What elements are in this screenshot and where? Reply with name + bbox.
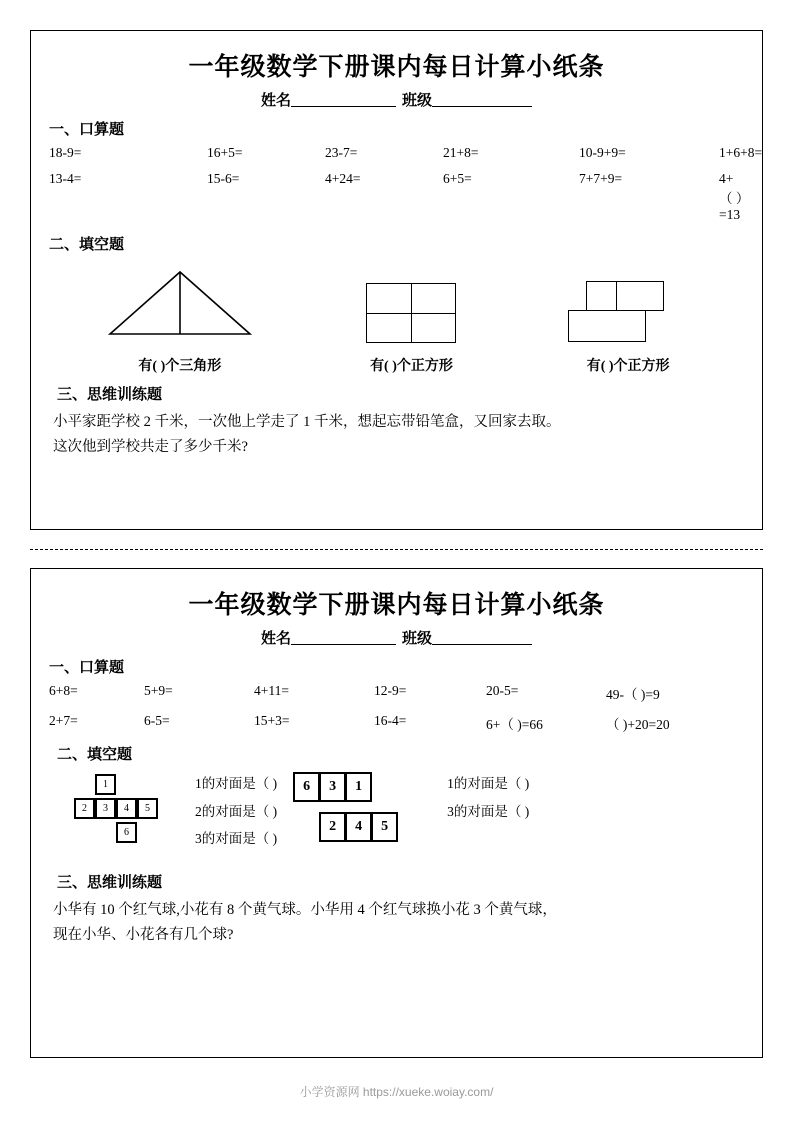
dice-figure-icon — [293, 772, 421, 850]
oral-problem: 13-4= — [49, 171, 82, 186]
class-label-2: 班级 — [402, 631, 433, 647]
two-rectangles-overlap-icon — [568, 281, 688, 343]
think-line: 这次他到学校共走了多少千米? — [53, 439, 248, 456]
dice-cell: 3 — [319, 772, 346, 802]
think-line: 小华有 10 个红气球,小花有 8 个黄气球。小华用 4 个红气球换小花 3 个黄气球， — [53, 902, 557, 919]
net-cell: 6 — [116, 822, 137, 843]
section-oral-title-2: 一、口算题 — [49, 660, 125, 676]
oral-row — [49, 171, 744, 223]
page-title-2: 一年级数学下册课内每日计算小纸条 — [188, 592, 605, 619]
oral-problem: 15-6= — [207, 171, 240, 186]
oral-problem: 4+11= — [254, 683, 289, 698]
sheet-divider — [30, 549, 763, 550]
oral-problem: 10-9+9= — [579, 145, 626, 160]
oral-problem: 16-4= — [374, 713, 407, 728]
net-question: 1的对面是（ ) — [195, 776, 278, 791]
watermark: 小学资源网 https://xueke.woiay.com/ — [299, 1085, 494, 1099]
net-questions — [187, 770, 277, 853]
oral-problem: 6-5= — [144, 713, 170, 728]
name-blank-1[interactable] — [291, 106, 396, 107]
triangle-with-median-icon — [105, 268, 255, 343]
name-label-2: 姓名 — [260, 631, 291, 647]
oral-problem: 49-（ )=9 — [606, 687, 660, 702]
cube-net-wrapper — [49, 770, 187, 848]
oral-problem: 16+5= — [207, 145, 243, 160]
section-fill-title-1: 二、填空题 — [49, 237, 125, 253]
figure-caption: 有( )个正方形 — [370, 359, 453, 374]
oral-problem: 4+24= — [325, 171, 361, 186]
dice-question: 3的对面是（ ) — [447, 803, 530, 819]
think-line: 现在小华、小花各有几个球? — [53, 927, 234, 944]
oral-row — [49, 683, 744, 703]
oral-problem: 18-9= — [49, 145, 82, 160]
oral-problem: （ )+20=20 — [606, 717, 670, 732]
cube-net-icon — [69, 774, 169, 848]
dice-cell: 1 — [345, 772, 372, 802]
oral-row — [49, 145, 763, 161]
net-cell: 2 — [74, 798, 95, 819]
dice-question: 1的对面是（ ) — [447, 776, 530, 791]
section-think-title-2: 三、思维训练题 — [57, 875, 163, 892]
think-line: 小平家距学校 2 千米，一次他上学走了 1 千米，想起忘带铅笔盒，又回家去取。 — [53, 414, 561, 430]
name-class-line-2 — [49, 627, 744, 648]
oral-problem: 23-7= — [325, 145, 358, 160]
class-blank-1[interactable] — [432, 106, 532, 107]
section-think-title-1: 三、思维训练题 — [57, 387, 163, 403]
figure-item — [568, 281, 688, 375]
fill-in-blank-area — [49, 770, 744, 853]
name-blank-2[interactable] — [291, 644, 396, 645]
class-label-1: 班级 — [402, 93, 433, 109]
oral-problem: 5+9= — [144, 683, 173, 698]
net-question: 2的对面是（ ) — [195, 803, 278, 819]
oral-problem: 12-9= — [374, 683, 407, 698]
dice-cell: 4 — [345, 812, 372, 842]
dice-cell: 5 — [371, 812, 398, 842]
figure-item — [105, 268, 255, 375]
section-fill-title-2: 二、填空题 — [57, 747, 133, 763]
dice-questions — [421, 770, 529, 825]
name-class-line-1 — [49, 89, 744, 110]
figure-row — [49, 260, 744, 375]
section-oral-title-1: 一、口算题 — [49, 122, 125, 138]
oral-problem: 6+5= — [443, 171, 472, 186]
dice-cell: 6 — [293, 772, 320, 802]
figure-caption: 有( )个三角形 — [138, 359, 222, 374]
worksheet-1 — [30, 30, 763, 530]
oral-problem: 21+8= — [443, 145, 479, 160]
oral-row — [49, 713, 744, 733]
oral-problem: 1+6+8= — [719, 145, 763, 160]
oral-problem: 2+7= — [49, 713, 78, 728]
grid-2x2-icon — [366, 283, 456, 343]
oral-problem: 6+8= — [49, 683, 78, 698]
net-cell: 3 — [95, 798, 116, 819]
class-blank-2[interactable] — [432, 644, 532, 645]
oral-problem: 7+7+9= — [579, 171, 623, 186]
net-cell: 1 — [95, 774, 116, 795]
net-cell: 4 — [116, 798, 137, 819]
figure-caption: 有( )个正方形 — [586, 359, 670, 374]
net-question: 3的对面是（ ) — [195, 831, 278, 847]
name-label-1: 姓名 — [260, 93, 291, 109]
oral-problem: 4+（ ）=13 — [719, 171, 743, 222]
page-title-1: 一年级数学下册课内每日计算小纸条 — [188, 54, 605, 81]
figure-item — [366, 283, 456, 375]
dice-cell: 2 — [319, 812, 346, 842]
oral-problem: 20-5= — [486, 683, 519, 698]
worksheet-2 — [30, 568, 763, 1058]
oral-problem: 6+（ )=66 — [486, 717, 543, 732]
oral-problem: 15+3= — [254, 713, 290, 728]
net-cell: 5 — [137, 798, 158, 819]
